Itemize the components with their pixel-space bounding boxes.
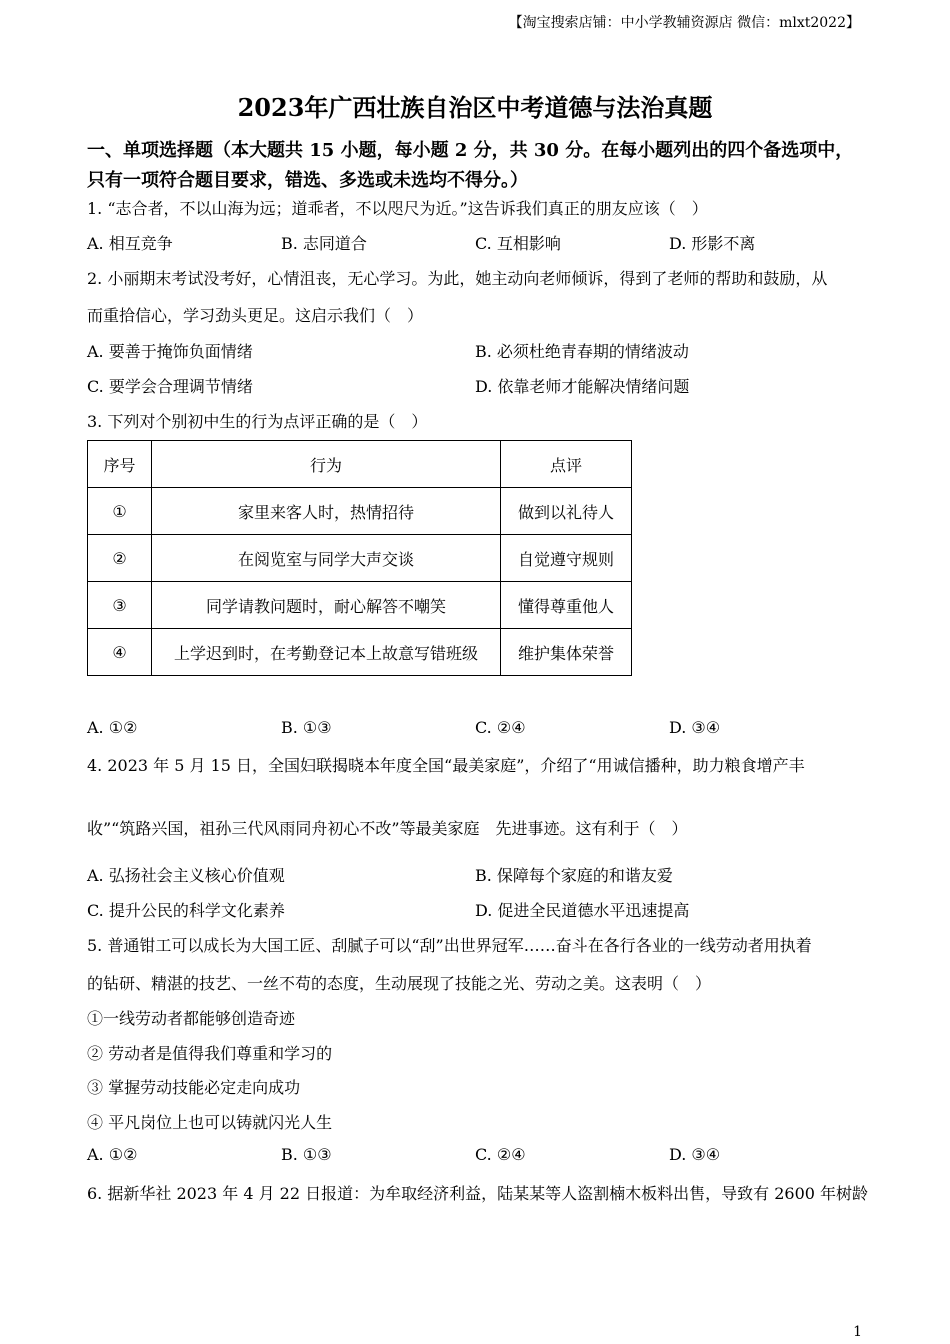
q4-stem-line1: 4. 2023 年 5 月 15 日，全国妇联揭晓本年度全国“最美家庭”，介绍了“用诚信播种，助力粮食增产丰 — [87, 756, 805, 775]
q5-item-4: ④ 平凡岗位上也可以铸就闪光人生 — [87, 1113, 333, 1132]
q2-stem-line1: 2. 小丽期末考试没考好，心情沮丧，无心学习。为此，她主动向老师倾诉，得到了老师的帮助和鼓励，从 — [87, 269, 828, 288]
table-header-comment: 点评 — [501, 441, 632, 488]
q5-option-c: C. ②④ — [475, 1145, 526, 1164]
table-row — [88, 488, 632, 535]
q3-option-a: A. ①② — [87, 718, 138, 737]
table-row — [88, 535, 632, 582]
behavior-table — [87, 440, 632, 676]
q1-option-d: D. 形影不离 — [669, 234, 756, 253]
q5-item-2: ② 劳动者是值得我们尊重和学习的 — [87, 1044, 333, 1063]
page-number: 1 — [853, 1324, 862, 1340]
q3-option-d: D. ③④ — [669, 718, 721, 737]
table-header-index: 序号 — [88, 441, 152, 488]
table-cell-index: ① — [88, 488, 152, 535]
q4-option-c: C. 提升公民的科学文化素养 — [87, 901, 285, 920]
q1-option-a: A. 相互竞争 — [87, 234, 173, 253]
q3-option-c: C. ②④ — [475, 718, 526, 737]
header-note: 【淘宝搜索店铺：中小学教辅资源店 微信：mlxt2022】 — [508, 15, 860, 31]
page-title: 2023年广西壮族自治区中考道德与法治真题 — [237, 93, 713, 122]
table-cell-comment: 懂得尊重他人 — [501, 582, 632, 629]
q1-stem: 1. “志合者，不以山海为远；道乖者，不以咫尺为近。”这告诉我们真正的朋友应该（ ） — [87, 199, 708, 218]
table-cell-comment: 自觉遵守规则 — [501, 535, 632, 582]
q4-option-a: A. 弘扬社会主义核心价值观 — [87, 866, 285, 885]
table-cell-comment: 维护集体荣誉 — [501, 629, 632, 676]
table-cell-index: ③ — [88, 582, 152, 629]
q4-option-d: D. 促进全民道德水平迅速提高 — [475, 901, 690, 920]
table-header-behavior: 行为 — [152, 441, 501, 488]
q4-stem-line2: 收”“筑路兴国，祖孙三代风雨同舟初心不改”等最美家庭 先进事迹。这有利于（ ） — [87, 819, 688, 838]
table-header-row — [88, 441, 632, 488]
table-row — [88, 629, 632, 676]
q5-stem-line1: 5. 普通钳工可以成长为大国工匠、刮腻子可以“刮”出世界冠军……奋斗在各行各业的一线劳动者用执着 — [87, 936, 812, 955]
table-cell-behavior: 家里来客人时，热情招待 — [152, 488, 501, 535]
q2-option-d: D. 依靠老师才能解决情绪问题 — [475, 377, 690, 396]
table-cell-comment: 做到以礼待人 — [501, 488, 632, 535]
q2-option-b: B. 必须杜绝青春期的情绪波动 — [475, 342, 689, 361]
q2-option-c: C. 要学会合理调节情绪 — [87, 377, 253, 396]
q5-option-d: D. ③④ — [669, 1145, 721, 1164]
table-cell-index: ② — [88, 535, 152, 582]
q5-item-1: ①一线劳动者都能够创造奇迹 — [87, 1009, 296, 1028]
q2-stem-line2: 而重拾信心，学习劲头更足。这启示我们（ ） — [87, 306, 424, 325]
q5-option-a: A. ①② — [87, 1145, 138, 1164]
q5-option-b: B. ①③ — [281, 1145, 332, 1164]
section-heading-line2: 只有一项符合题目要求，错选、多选或未选均不得分。） — [87, 170, 528, 191]
q3-stem: 3. 下列对个别初中生的行为点评正确的是（ ） — [87, 412, 428, 431]
q6-stem-line1: 6. 据新华社 2023 年 4 月 22 日报道：为牟取经济利益，陆某某等人盗割楠木板料出售，导致有 2600 年树龄 — [87, 1184, 869, 1203]
q2-option-a: A. 要善于掩饰负面情绪 — [87, 342, 253, 361]
table-cell-behavior: 上学迟到时，在考勤登记本上故意写错班级 — [152, 629, 501, 676]
q5-item-3: ③ 掌握劳动技能必定走向成功 — [87, 1078, 301, 1097]
q4-option-b: B. 保障每个家庭的和谐友爱 — [475, 866, 673, 885]
q3-option-b: B. ①③ — [281, 718, 332, 737]
q5-stem-line2: 的钻研、精湛的技艺、一丝不苟的态度，生动展现了技能之光、劳动之美。这表明（ ） — [87, 974, 712, 993]
section-heading-line1: 一、单项选择题（本大题共 15 小题，每小题 2 分，共 30 分。在每小题列出的四个备选项中， — [87, 140, 854, 161]
table-row — [88, 582, 632, 629]
table-cell-behavior: 同学请教问题时，耐心解答不嘲笑 — [152, 582, 501, 629]
table-cell-index: ④ — [88, 629, 152, 676]
table-cell-behavior: 在阅览室与同学大声交谈 — [152, 535, 501, 582]
q1-option-c: C. 互相影响 — [475, 234, 561, 253]
q1-option-b: B. 志同道合 — [281, 234, 367, 253]
